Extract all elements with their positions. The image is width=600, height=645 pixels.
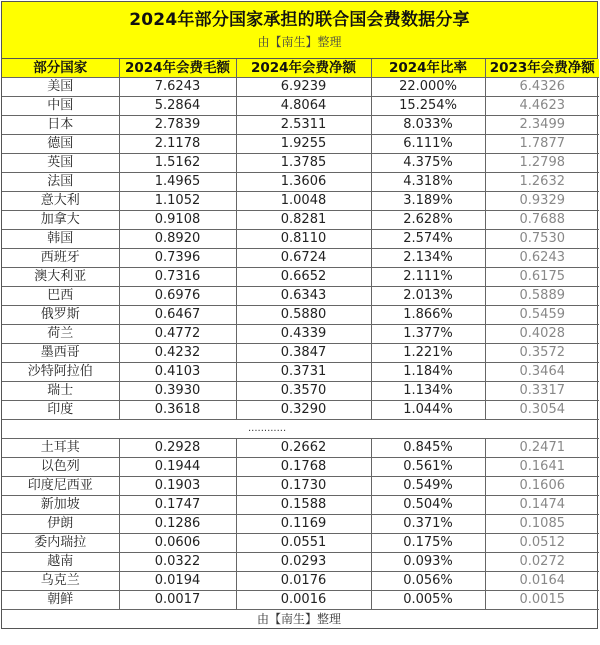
cell-gross-2024: 0.0322 bbox=[119, 553, 236, 572]
cell-net-2024: 0.2662 bbox=[236, 439, 371, 458]
cell-rate-2024: 1.134% bbox=[371, 382, 485, 401]
cell-rate-2024: 8.033% bbox=[371, 116, 485, 135]
cell-country: 法国 bbox=[2, 173, 119, 192]
cell-net-2024: 0.6724 bbox=[236, 249, 371, 268]
cell-net-2023: 0.0512 bbox=[485, 534, 599, 553]
cell-gross-2024: 1.5162 bbox=[119, 154, 236, 173]
cell-country: 乌克兰 bbox=[2, 572, 119, 591]
cell-net-2024: 0.1730 bbox=[236, 477, 371, 496]
cell-net-2024: 1.3785 bbox=[236, 154, 371, 173]
cell-net-2023: 0.4028 bbox=[485, 325, 599, 344]
cell-gross-2024: 7.6243 bbox=[119, 78, 236, 97]
cell-gross-2024: 5.2864 bbox=[119, 97, 236, 116]
cell-gross-2024: 0.4103 bbox=[119, 363, 236, 382]
cell-rate-2024: 1.377% bbox=[371, 325, 485, 344]
table-row bbox=[2, 154, 599, 173]
cell-net-2023: 0.9329 bbox=[485, 192, 599, 211]
cell-country: 伊朗 bbox=[2, 515, 119, 534]
table-row bbox=[2, 249, 599, 268]
cell-country: 俄罗斯 bbox=[2, 306, 119, 325]
cell-rate-2024: 1.044% bbox=[371, 401, 485, 420]
cell-net-2024: 0.0551 bbox=[236, 534, 371, 553]
cell-net-2023: 0.3054 bbox=[485, 401, 599, 420]
cell-rate-2024: 1.221% bbox=[371, 344, 485, 363]
cell-net-2024: 0.4339 bbox=[236, 325, 371, 344]
cell-country: 中国 bbox=[2, 97, 119, 116]
table-row bbox=[2, 97, 599, 116]
cell-rate-2024: 0.845% bbox=[371, 439, 485, 458]
header-rate-2024: 2024年比率 bbox=[371, 59, 485, 78]
cell-net-2023: 0.5889 bbox=[485, 287, 599, 306]
cell-net-2023: 0.6243 bbox=[485, 249, 599, 268]
table-row bbox=[2, 78, 599, 97]
cell-gross-2024: 0.4772 bbox=[119, 325, 236, 344]
cell-rate-2024: 0.549% bbox=[371, 477, 485, 496]
cell-net-2024: 0.0016 bbox=[236, 591, 371, 610]
cell-country: 沙特阿拉伯 bbox=[2, 363, 119, 382]
cell-net-2023: 0.0272 bbox=[485, 553, 599, 572]
cell-rate-2024: 0.504% bbox=[371, 496, 485, 515]
cell-country: 瑞士 bbox=[2, 382, 119, 401]
header-net-2023: 2023年会费净额 bbox=[485, 59, 599, 78]
table-ellipsis bbox=[2, 420, 599, 439]
cell-net-2023: 4.4623 bbox=[485, 97, 599, 116]
cell-gross-2024: 0.1747 bbox=[119, 496, 236, 515]
table-row bbox=[2, 344, 599, 363]
cell-net-2023: 6.4326 bbox=[485, 78, 599, 97]
cell-rate-2024: 6.111% bbox=[371, 135, 485, 154]
cell-net-2024: 0.0176 bbox=[236, 572, 371, 591]
header-gross-2024: 2024年会费毛额 bbox=[119, 59, 236, 78]
table-row bbox=[2, 325, 599, 344]
cell-rate-2024: 2.013% bbox=[371, 287, 485, 306]
header-net-2024: 2024年会费净额 bbox=[236, 59, 371, 78]
header-row bbox=[2, 59, 599, 78]
table-body-top bbox=[2, 78, 599, 420]
cell-gross-2024: 0.2928 bbox=[119, 439, 236, 458]
cell-rate-2024: 0.561% bbox=[371, 458, 485, 477]
cell-net-2023: 0.1474 bbox=[485, 496, 599, 515]
cell-gross-2024: 2.7839 bbox=[119, 116, 236, 135]
table-row bbox=[2, 439, 599, 458]
cell-gross-2024: 0.7316 bbox=[119, 268, 236, 287]
cell-rate-2024: 0.371% bbox=[371, 515, 485, 534]
cell-country: 越南 bbox=[2, 553, 119, 572]
cell-net-2023: 0.6175 bbox=[485, 268, 599, 287]
cell-net-2023: 0.7530 bbox=[485, 230, 599, 249]
cell-rate-2024: 0.056% bbox=[371, 572, 485, 591]
cell-gross-2024: 0.1903 bbox=[119, 477, 236, 496]
cell-net-2024: 1.9255 bbox=[236, 135, 371, 154]
table-row bbox=[2, 211, 599, 230]
cell-gross-2024: 0.1286 bbox=[119, 515, 236, 534]
cell-gross-2024: 1.4965 bbox=[119, 173, 236, 192]
table-row bbox=[2, 591, 599, 610]
cell-rate-2024: 3.189% bbox=[371, 192, 485, 211]
table-row bbox=[2, 572, 599, 591]
cell-rate-2024: 15.254% bbox=[371, 97, 485, 116]
footer-credit: 由【南生】整理 bbox=[2, 610, 599, 629]
cell-rate-2024: 2.134% bbox=[371, 249, 485, 268]
cell-rate-2024: 22.000% bbox=[371, 78, 485, 97]
header-country: 部分国家 bbox=[2, 59, 119, 78]
cell-gross-2024: 0.0606 bbox=[119, 534, 236, 553]
cell-gross-2024: 2.1178 bbox=[119, 135, 236, 154]
cell-net-2023: 0.1085 bbox=[485, 515, 599, 534]
table-row bbox=[2, 363, 599, 382]
cell-net-2024: 1.3606 bbox=[236, 173, 371, 192]
footer-row bbox=[2, 610, 599, 629]
table-row bbox=[2, 515, 599, 534]
table-row bbox=[2, 135, 599, 154]
cell-net-2024: 0.3847 bbox=[236, 344, 371, 363]
cell-country: 澳大利亚 bbox=[2, 268, 119, 287]
cell-net-2024: 0.3731 bbox=[236, 363, 371, 382]
cell-net-2023: 0.2471 bbox=[485, 439, 599, 458]
cell-country: 意大利 bbox=[2, 192, 119, 211]
cell-country: 日本 bbox=[2, 116, 119, 135]
cell-net-2023: 1.2798 bbox=[485, 154, 599, 173]
cell-net-2024: 0.5880 bbox=[236, 306, 371, 325]
cell-net-2024: 0.0293 bbox=[236, 553, 371, 572]
cell-net-2023: 0.1641 bbox=[485, 458, 599, 477]
cell-country: 加拿大 bbox=[2, 211, 119, 230]
page-subtitle: 由【南生】整理 bbox=[257, 35, 342, 49]
cell-rate-2024: 4.375% bbox=[371, 154, 485, 173]
cell-rate-2024: 0.005% bbox=[371, 591, 485, 610]
cell-country: 韩国 bbox=[2, 230, 119, 249]
page-title: 2024年部分国家承担的联合国会费数据分享 bbox=[129, 10, 470, 30]
cell-net-2023: 0.5459 bbox=[485, 306, 599, 325]
table-row bbox=[2, 287, 599, 306]
cell-net-2024: 4.8064 bbox=[236, 97, 371, 116]
cell-rate-2024: 1.866% bbox=[371, 306, 485, 325]
table-row bbox=[2, 401, 599, 420]
table-body-bottom bbox=[2, 439, 599, 610]
table-row bbox=[2, 306, 599, 325]
cell-net-2024: 0.3570 bbox=[236, 382, 371, 401]
cell-gross-2024: 1.1052 bbox=[119, 192, 236, 211]
table-row bbox=[2, 116, 599, 135]
cell-rate-2024: 1.184% bbox=[371, 363, 485, 382]
cell-net-2023: 1.2632 bbox=[485, 173, 599, 192]
cell-country: 以色列 bbox=[2, 458, 119, 477]
cell-net-2024: 6.9239 bbox=[236, 78, 371, 97]
cell-net-2024: 2.5311 bbox=[236, 116, 371, 135]
table-row bbox=[2, 173, 599, 192]
cell-net-2024: 0.6652 bbox=[236, 268, 371, 287]
cell-net-2023: 0.7688 bbox=[485, 211, 599, 230]
dues-table bbox=[2, 59, 599, 628]
cell-gross-2024: 0.9108 bbox=[119, 211, 236, 230]
data-sheet bbox=[1, 1, 598, 629]
cell-net-2023: 0.1606 bbox=[485, 477, 599, 496]
cell-country: 巴西 bbox=[2, 287, 119, 306]
table-row bbox=[2, 382, 599, 401]
table-row bbox=[2, 458, 599, 477]
ellipsis-row bbox=[2, 420, 599, 439]
cell-country: 德国 bbox=[2, 135, 119, 154]
cell-gross-2024: 0.3618 bbox=[119, 401, 236, 420]
cell-gross-2024: 0.3930 bbox=[119, 382, 236, 401]
cell-rate-2024: 2.111% bbox=[371, 268, 485, 287]
table-row bbox=[2, 553, 599, 572]
cell-country: 墨西哥 bbox=[2, 344, 119, 363]
cell-net-2024: 1.0048 bbox=[236, 192, 371, 211]
cell-gross-2024: 0.0194 bbox=[119, 572, 236, 591]
table-row bbox=[2, 268, 599, 287]
cell-rate-2024: 2.574% bbox=[371, 230, 485, 249]
cell-gross-2024: 0.6976 bbox=[119, 287, 236, 306]
cell-country: 印度 bbox=[2, 401, 119, 420]
cell-gross-2024: 0.6467 bbox=[119, 306, 236, 325]
cell-gross-2024: 0.4232 bbox=[119, 344, 236, 363]
cell-country: 委内瑞拉 bbox=[2, 534, 119, 553]
cell-country: 西班牙 bbox=[2, 249, 119, 268]
ellipsis-text: ............ bbox=[2, 420, 599, 439]
cell-net-2024: 0.1169 bbox=[236, 515, 371, 534]
cell-net-2023: 0.3572 bbox=[485, 344, 599, 363]
cell-rate-2024: 0.093% bbox=[371, 553, 485, 572]
title-block bbox=[2, 2, 597, 59]
cell-net-2023: 0.3464 bbox=[485, 363, 599, 382]
cell-gross-2024: 0.8920 bbox=[119, 230, 236, 249]
cell-rate-2024: 4.318% bbox=[371, 173, 485, 192]
cell-net-2023: 1.7877 bbox=[485, 135, 599, 154]
cell-net-2023: 0.0015 bbox=[485, 591, 599, 610]
cell-net-2024: 0.8110 bbox=[236, 230, 371, 249]
table-row bbox=[2, 230, 599, 249]
cell-country: 朝鲜 bbox=[2, 591, 119, 610]
table-row bbox=[2, 192, 599, 211]
cell-net-2024: 0.1588 bbox=[236, 496, 371, 515]
cell-country: 美国 bbox=[2, 78, 119, 97]
table-row bbox=[2, 496, 599, 515]
cell-country: 印度尼西亚 bbox=[2, 477, 119, 496]
cell-net-2024: 0.8281 bbox=[236, 211, 371, 230]
cell-country: 英国 bbox=[2, 154, 119, 173]
cell-net-2024: 0.1768 bbox=[236, 458, 371, 477]
cell-gross-2024: 0.7396 bbox=[119, 249, 236, 268]
cell-gross-2024: 0.1944 bbox=[119, 458, 236, 477]
cell-net-2023: 0.0164 bbox=[485, 572, 599, 591]
cell-net-2023: 2.3499 bbox=[485, 116, 599, 135]
cell-country: 新加坡 bbox=[2, 496, 119, 515]
cell-gross-2024: 0.0017 bbox=[119, 591, 236, 610]
cell-rate-2024: 2.628% bbox=[371, 211, 485, 230]
cell-net-2023: 0.3317 bbox=[485, 382, 599, 401]
cell-net-2024: 0.6343 bbox=[236, 287, 371, 306]
cell-rate-2024: 0.175% bbox=[371, 534, 485, 553]
cell-net-2024: 0.3290 bbox=[236, 401, 371, 420]
table-row bbox=[2, 534, 599, 553]
cell-country: 荷兰 bbox=[2, 325, 119, 344]
cell-country: 土耳其 bbox=[2, 439, 119, 458]
table-row bbox=[2, 477, 599, 496]
